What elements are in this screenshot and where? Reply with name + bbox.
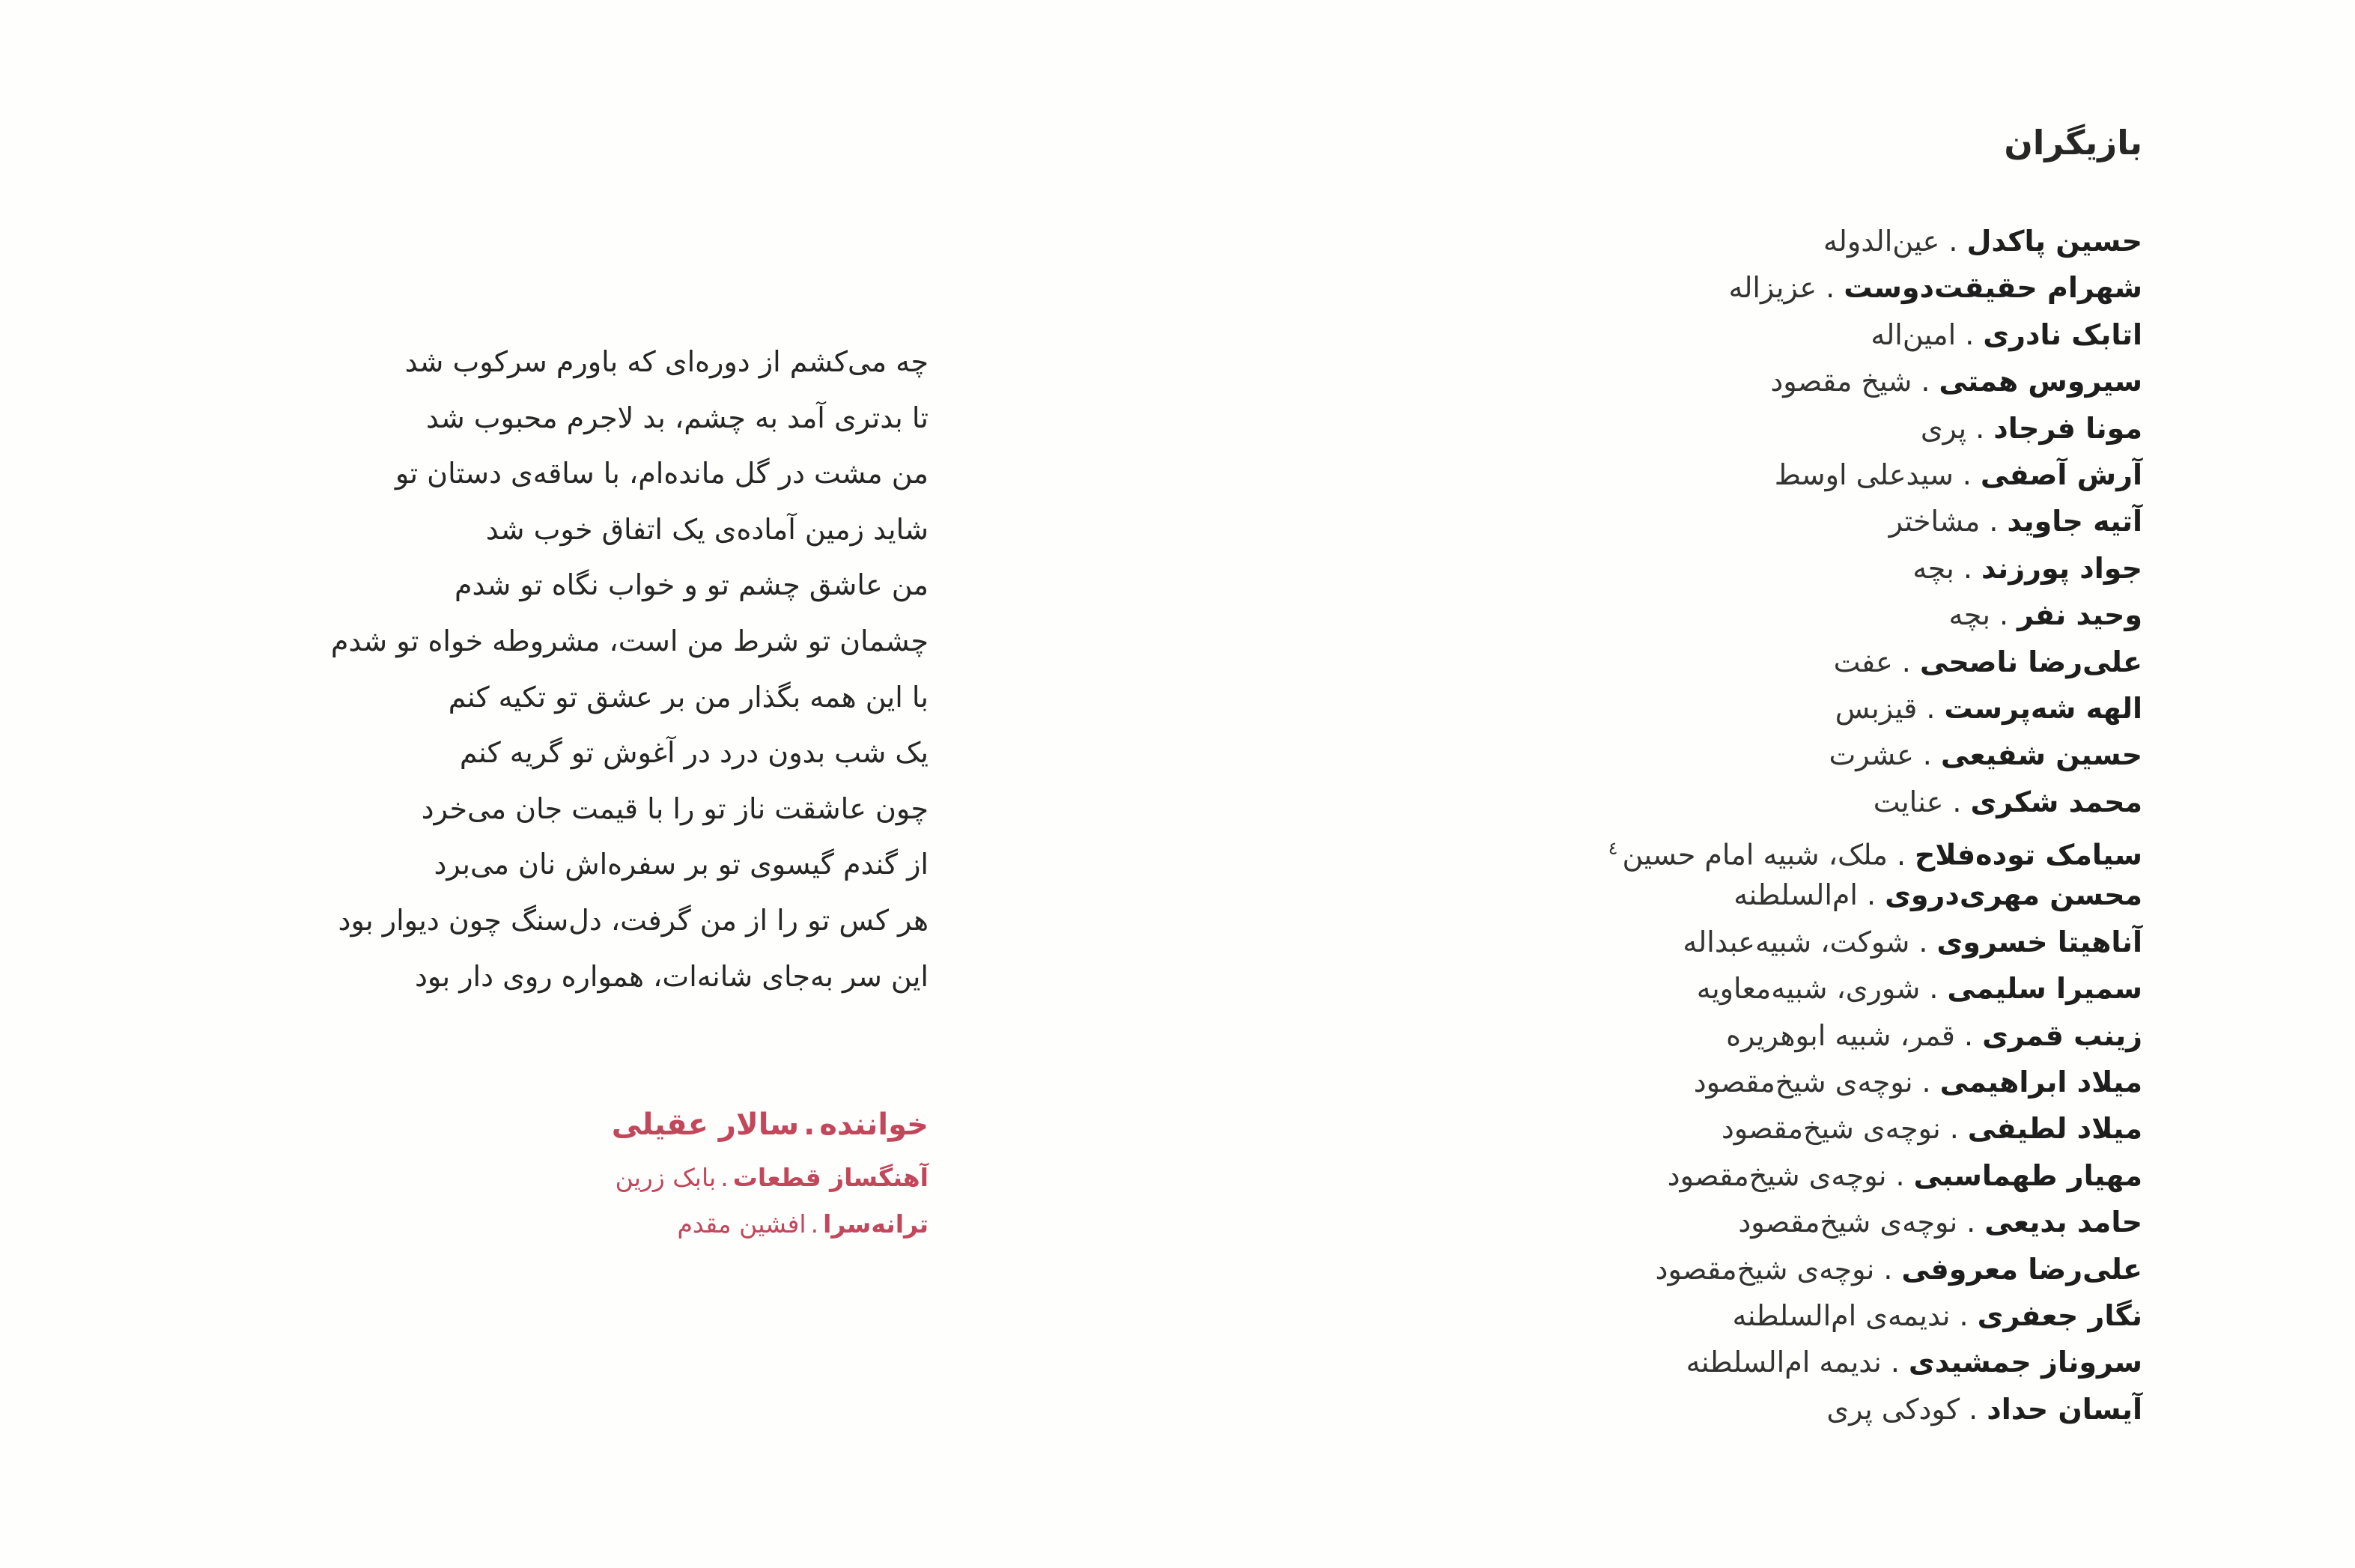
- actor-name: سیامک توده‌فلاح: [1915, 838, 2142, 872]
- cast-separator: .: [1969, 1392, 1978, 1426]
- cast-separator: .: [1929, 972, 1939, 1006]
- cast-row: [1468, 779, 2142, 825]
- cast-separator: .: [1989, 505, 1999, 538]
- poem-line: هر کس تو را از من گرفت، دل‌سنگ چون دیوار بود: [338, 903, 929, 937]
- cast-separator: .: [1959, 1298, 1969, 1332]
- cast-row: [1468, 639, 2142, 685]
- cast-row: [1468, 592, 2142, 638]
- actor-name: حسین شفیعی: [1940, 738, 2142, 772]
- cast-row: [1468, 312, 2142, 358]
- cast-separator: .: [1921, 365, 1930, 398]
- cast-list: [1468, 218, 2142, 1432]
- actor-name: محمد شکری: [1970, 785, 2142, 818]
- cast-separator: .: [1965, 317, 1975, 351]
- actor-name: علی‌رضا معروفی: [1901, 1252, 2142, 1286]
- character-role: قیزبس: [1835, 691, 1918, 725]
- cast-section: [1468, 123, 2142, 1432]
- cast-row: [1468, 218, 2142, 264]
- cast-separator: .: [1890, 1346, 1900, 1379]
- poem-line: من مشت در گل مانده‌ام، با ساقه‌ی دستان تو: [395, 457, 929, 490]
- cast-separator: .: [1999, 598, 2009, 632]
- cast-row: [1468, 1386, 2142, 1432]
- cast-row: [1468, 498, 2142, 544]
- cast-separator: .: [1922, 738, 1932, 772]
- cast-row: [1468, 872, 2142, 918]
- composer-credit: [329, 1155, 929, 1201]
- actor-name: حامد بدیعی: [1984, 1206, 2142, 1239]
- cast-separator: .: [1896, 838, 1906, 872]
- actor-name: سروناز جمشیدی: [1908, 1346, 2142, 1379]
- cast-row: [1468, 1292, 2142, 1339]
- actor-name: سیروس همتی: [1939, 365, 2142, 398]
- cast-separator: .: [1966, 1206, 1976, 1239]
- cast-row: [1468, 264, 2142, 311]
- character-role: نوچه‌ی شیخ‌مقصود: [1721, 1112, 1941, 1146]
- cast-row: [1468, 1105, 2142, 1152]
- cast-separator: .: [1826, 271, 1835, 305]
- cast-row: [1468, 1059, 2142, 1105]
- cast-separator: .: [1918, 925, 1928, 958]
- character-role: شوری، شبیه‌معاویه: [1696, 972, 1921, 1006]
- cast-separator: .: [1866, 878, 1877, 912]
- poem-line: از گندم گیسوی تو بر سفره‌اش نان می‌برد: [434, 848, 929, 881]
- credit-separator: .: [803, 1107, 815, 1142]
- credit-separator: .: [720, 1163, 729, 1192]
- cast-row: [1468, 1246, 2142, 1292]
- composer-label: آهنگساز قطعات: [732, 1163, 929, 1192]
- credits-section: [329, 1102, 929, 1248]
- poem-line: شاید زمین آماده‌ی یک اتفاق خوب شد: [485, 512, 929, 546]
- character-role: قمر، شبیه ابوهریره: [1726, 1018, 1955, 1052]
- actor-name: اتابک نادری: [1983, 317, 2142, 351]
- character-role: بچه: [1912, 551, 1954, 585]
- cast-row: [1468, 732, 2142, 778]
- character-role: نوچه‌ی شیخ‌مقصود: [1667, 1158, 1887, 1192]
- character-role: عشرت: [1829, 738, 1914, 772]
- cast-separator: .: [1883, 1252, 1893, 1286]
- character-role: بچه: [1948, 598, 1990, 632]
- character-role: ام‌السلطنه: [1733, 878, 1858, 912]
- cast-row: [1468, 1199, 2142, 1245]
- actor-name: نگار جعفری: [1977, 1298, 2142, 1332]
- actor-name: سمیرا سلیمی: [1947, 972, 2142, 1006]
- actor-name: آرش آصفی: [1980, 458, 2142, 491]
- actor-name: آتیه جاوید: [2007, 505, 2142, 538]
- character-role: نوچه‌ی شیخ‌مقصود: [1693, 1066, 1913, 1099]
- poem-section: [329, 334, 929, 1004]
- actor-name: مونا فرجاد: [1993, 411, 2142, 445]
- cast-separator: .: [1901, 645, 1911, 678]
- cast-row: [1468, 685, 2142, 732]
- cast-title: بازیگران: [2004, 123, 2142, 162]
- character-role: عین‌الدوله: [1823, 225, 1940, 258]
- cast-row: [1468, 358, 2142, 404]
- character-role: مشاختر: [1888, 505, 1981, 538]
- lyricist-name: افشین مقدم: [677, 1209, 806, 1239]
- poem-line: تا بدتری آمد به چشم، بد لاجرم محبوب شد: [425, 401, 929, 434]
- cast-separator: .: [1949, 1112, 1959, 1146]
- singer-name: سالار عقیلی: [611, 1107, 800, 1142]
- cast-separator: .: [1962, 458, 1972, 491]
- cast-row: [1468, 452, 2142, 498]
- character-role: ندیمه ام‌السلطنه: [1686, 1346, 1882, 1379]
- poem-line: چشمان تو شرط من است، مشروطه خواه تو شدم: [330, 624, 929, 657]
- cast-separator: .: [1963, 1018, 1974, 1052]
- character-role: عفت: [1833, 645, 1893, 678]
- actor-name: آناهیتا خسروی: [1936, 925, 2142, 958]
- poem-line: چه می‌کشم از دوره‌ای که باورم سرکوب شد: [404, 345, 929, 378]
- character-role: عنایت: [1873, 785, 1944, 818]
- actor-name: جواد پورزند: [1981, 551, 2142, 585]
- actor-name: وحید نفر: [2017, 598, 2142, 632]
- character-role: پری: [1920, 411, 1967, 445]
- character-role: ملک، شبیه امام حسین: [1622, 838, 1888, 872]
- character-role: امین‌اله: [1871, 317, 1957, 351]
- actor-name: آیسان حداد: [1987, 1392, 2142, 1426]
- poem-line: چون عاشقت ناز تو را با قیمت جان می‌خرد: [421, 791, 929, 825]
- character-role: شوکت، شبیه‌عبداله: [1683, 925, 1910, 958]
- actor-name: زینب قمری: [1982, 1018, 2142, 1052]
- cast-row: [1468, 1012, 2142, 1059]
- cast-row: [1468, 545, 2142, 592]
- cast-separator: .: [1952, 785, 1962, 818]
- cast-row: [1468, 1152, 2142, 1199]
- character-role: شیخ مقصود: [1770, 365, 1912, 398]
- lyricist-label: ترانه‌سرا: [823, 1209, 929, 1239]
- character-role: نوچه‌ی شیخ‌مقصود: [1738, 1206, 1958, 1239]
- composer-name: بابک زرین: [615, 1163, 717, 1192]
- singer-credit: [329, 1102, 929, 1147]
- actor-name: شهرام حقیقت‌دوست: [1844, 271, 2142, 305]
- poem-line: یک شب بدون درد در آغوش تو گریه کنم: [459, 736, 929, 770]
- footnote-marker: ٤: [1608, 838, 1618, 860]
- cast-separator: .: [1921, 1066, 1931, 1099]
- character-role: عزیزاله: [1728, 271, 1817, 305]
- singer-label: خواننده: [819, 1107, 929, 1142]
- cast-separator: .: [1975, 411, 1985, 445]
- cast-separator: .: [1926, 691, 1936, 725]
- actor-name: حسین پاکدل: [1966, 225, 2142, 258]
- actor-name: میلاد ابراهیمی: [1939, 1066, 2142, 1099]
- actor-name: مهیار طهماسبی: [1913, 1158, 2142, 1192]
- credit-separator: .: [810, 1209, 819, 1239]
- cast-row: [1468, 1339, 2142, 1385]
- poem-line: من عاشق چشم تو و خواب نگاه تو شدم: [455, 568, 929, 602]
- actor-name: علی‌رضا ناصحی: [1919, 645, 2142, 678]
- lyricist-credit: [329, 1201, 929, 1248]
- cast-separator: .: [1948, 225, 1958, 258]
- character-role: ندیمه‌ی ام‌السلطنه: [1732, 1298, 1951, 1332]
- cast-separator: .: [1895, 1158, 1905, 1192]
- cast-separator: .: [1963, 551, 1972, 585]
- cast-row: [1468, 825, 2142, 872]
- cast-row: [1468, 919, 2142, 965]
- character-role: سیدعلی اوسط: [1774, 458, 1954, 491]
- actor-name: محسن مهری‌دروی: [1885, 878, 2142, 912]
- poem-line: این سر به‌جای شانه‌ات، همواره روی دار بود: [414, 959, 929, 993]
- poem-line: با این همه بگذار من بر عشق تو تکیه کنم: [448, 680, 929, 714]
- cast-row: [1468, 965, 2142, 1012]
- character-role: نوچه‌ی شیخ‌مقصود: [1655, 1252, 1875, 1286]
- character-role: کودکی پری: [1826, 1392, 1960, 1426]
- cast-row: [1468, 405, 2142, 452]
- actor-name: الهه شه‌پرست: [1944, 691, 2142, 725]
- actor-name: میلاد لطیفی: [1967, 1112, 2142, 1146]
